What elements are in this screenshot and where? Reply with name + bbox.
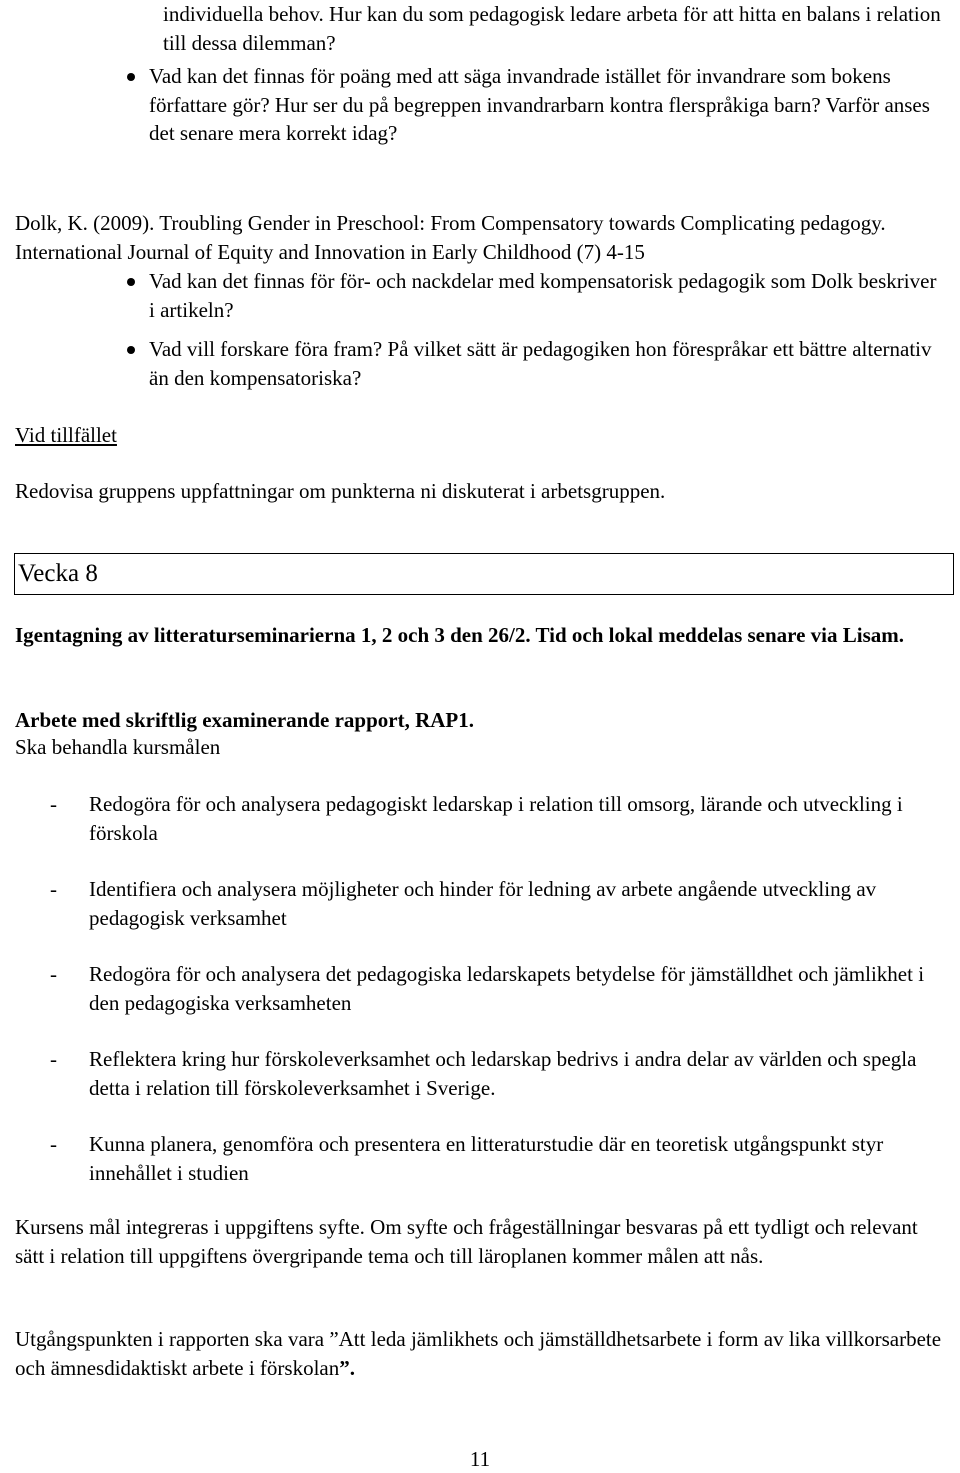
bullet-icon (127, 73, 135, 81)
week-title: Vecka 8 (18, 560, 98, 587)
week-header-box (14, 553, 954, 595)
dash-marker: - (50, 962, 57, 986)
goal-text: Redogöra för och analysera pedagogiskt ledarskap i relation till omsorg, lärande och utveckling i förskola (89, 792, 903, 845)
goal-text: Kunna planera, genomföra och presentera en litteraturstudie där en teoretisk utgångspunkt styr innehållet i studien (89, 1132, 884, 1185)
retake-notice: Igentagning av litteraturseminarierna 1, 2 och 3 den 26/2. Tid och lokal meddelas senare via Lisam. (15, 623, 905, 647)
dash-marker: - (50, 792, 57, 816)
report-heading: Arbete med skriftlig examinerande rapport, RAP1. (15, 708, 475, 732)
continuation-paragraph: individuella behov. Hur kan du som pedagogisk ledare arbeta för att hitta en balans i relation till dessa dilemman? (163, 2, 941, 55)
bullet-text: Vad vill forskare föra fram? På vilket sätt är pedagogiken hon förespråkar ett bättre alternativ än den kompensatoriska? (149, 337, 932, 390)
goal-text: Identifiera och analysera möjligheter och hinder för ledning av arbete angående utveckling av pedagogisk verksamhet (89, 877, 877, 930)
occasion-text: Redovisa gruppens uppfattningar om punkterna ni diskuterat i arbetsgruppen. (15, 479, 666, 503)
starting-point-paragraph (15, 1325, 945, 1382)
starting-point-closing: ”. (339, 1355, 355, 1380)
bullet-text: Vad kan det finnas för poäng med att säga invandrade istället för invandrare som bokens författare gör? Hur ser du på begreppen invandrarbarn kontra flerspråkiga barn? Varför anses det senare mera korrekt idag? (149, 64, 930, 145)
goal-text: Redogöra för och analysera det pedagogiska ledarskapets betydelse för jämställdhet och jämlikhet i den pedagogiska verksamheten (89, 962, 925, 1015)
dash-marker: - (50, 877, 57, 901)
bullet-icon (127, 278, 135, 286)
dash-marker: - (50, 1132, 57, 1156)
integration-paragraph: Kursens mål integreras i uppgiftens syfte. Om syfte och frågeställningar besvaras på ett tydligt och relevant sätt i relation till uppgiftens övergripande tema och till läroplanen kommer målen att nås. (15, 1215, 918, 1268)
page-number: 11 (469, 1447, 491, 1471)
reference-citation: Dolk, K. (2009). Troubling Gender in Preschool: From Compensatory towards Complicating pedagogy. International Journal of Equity and Innovation in Early Childhood (7) 4-15 (15, 211, 886, 264)
occasion-heading: Vid tillfället (15, 423, 117, 447)
starting-point-text: Utgångspunkten i rapporten ska vara ”Att leda jämlikhets och jämställdhetsarbete i form av lika villkorsarbete och ämnesdidaktiskt arbete i förskolan (15, 1327, 942, 1380)
bullet-text: Vad kan det finnas för för- och nackdelar med kompensatorisk pedagogik som Dolk beskriver i artikeln? (149, 269, 937, 322)
dash-marker: - (50, 1047, 57, 1071)
bullet-icon (127, 346, 135, 354)
goals-intro: Ska behandla kursmålen (15, 735, 221, 759)
goal-text: Reflektera kring hur förskoleverksamhet och ledarskap bedrivs i andra delar av världen och spegla detta i relation till förskoleverksamhet i Sverige. (89, 1047, 917, 1100)
